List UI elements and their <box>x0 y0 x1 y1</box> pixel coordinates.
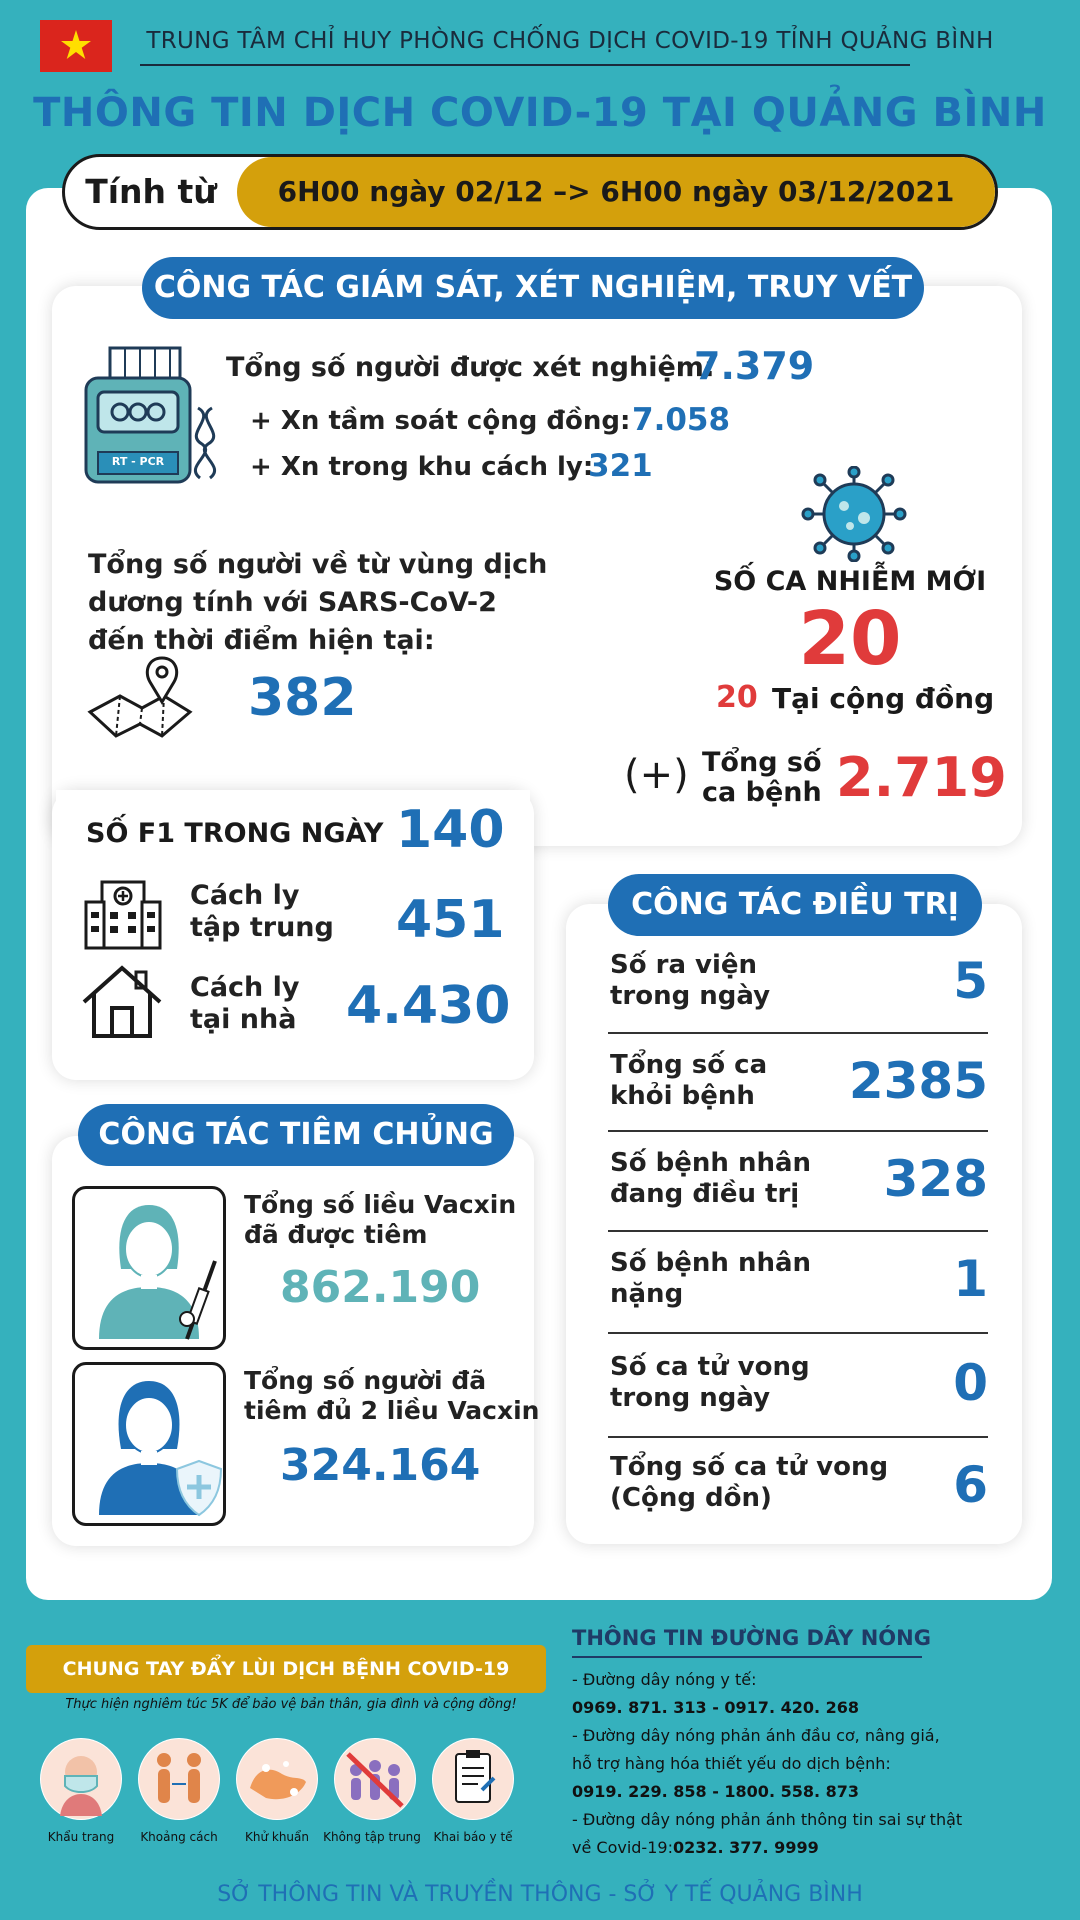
vaccinated-person-icon <box>72 1186 226 1350</box>
community-test-label: + Xn tầm soát cộng đồng: <box>250 406 631 436</box>
fully-vaccinated-value: 324.164 <box>280 1440 481 1491</box>
hotline-medical-numbers: 0969. 871. 313 - 0917. 420. 268 <box>572 1698 860 1717</box>
hotline-false-info-label: - Đường dây nóng phản ánh thông tin sai sự thật <box>572 1810 963 1829</box>
date-range-value: 6H00 ngày 02/12 –> 6H00 ngày 03/12/2021 <box>237 157 995 227</box>
organization-name: TRUNG TÂM CHỈ HUY PHÒNG CHỐNG DỊCH COVID-19 TỈNH QUẢNG BÌNH <box>146 28 994 54</box>
date-range-label: Tính từ <box>85 172 217 211</box>
hotline-false-info-number: 0232. 377. 9999 <box>672 1838 819 1857</box>
total-cases-value: 2.719 <box>836 746 1007 809</box>
new-cases-value: 20 <box>798 596 902 682</box>
central-quarantine-value: 451 <box>396 890 505 950</box>
map-pin-icon <box>86 654 194 740</box>
hotline-price-numbers: 0919. 229. 858 - 1800. 558. 873 <box>572 1782 860 1801</box>
central-quarantine-label: Cách ly tập trung <box>190 880 334 943</box>
list-item: Tổng số ca tử vong (Cộng dồn) <box>610 1452 889 1513</box>
home-quarantine-value: 4.430 <box>346 976 511 1036</box>
header-divider <box>140 64 910 66</box>
list-item: Số bệnh nhân nặng <box>610 1248 812 1309</box>
surveillance-heading: CÔNG TÁC GIÁM SÁT, XÉT NGHIỆM, TRUY VẾT <box>142 257 924 319</box>
row-divider <box>608 1230 988 1232</box>
row-divider <box>608 1032 988 1034</box>
total-cases-label: Tổng số ca bệnh <box>702 747 822 808</box>
icon-caption: Không tập trung <box>323 1830 421 1844</box>
icon-caption: Khoảng cách <box>140 1830 218 1844</box>
hotline-medical-label: - Đường dây nóng y tế: <box>572 1670 757 1689</box>
fully-vaccinated-person-icon <box>72 1362 226 1526</box>
treatment-value: 2385 <box>848 1052 988 1110</box>
quarantine-test-label: + Xn trong khu cách ly: <box>250 452 594 482</box>
vaccination-heading: CÔNG TÁC TIÊM CHỦNG <box>78 1104 514 1166</box>
returnees-value: 382 <box>248 668 357 728</box>
distance-icon <box>138 1738 220 1820</box>
pcr-label: RT - PCR <box>111 455 165 468</box>
plus-icon: (+) <box>624 752 689 798</box>
f1-value: 140 <box>396 800 505 860</box>
home-quarantine-label: Cách ly tại nhà <box>190 972 300 1035</box>
virus-icon <box>800 466 908 562</box>
treatment-value: 5 <box>953 952 988 1010</box>
vietnam-flag-icon <box>40 20 112 72</box>
mask-icon <box>40 1738 122 1820</box>
returnees-label: Tổng số người về từ vùng dịch dương tính với SARS-CoV-2 đến thời điểm hiện tại: <box>88 549 548 656</box>
row-divider <box>608 1332 988 1334</box>
row-divider <box>608 1130 988 1132</box>
hotline-price-label: - Đường dây nóng phản ánh đầu cơ, nâng giá, <box>572 1726 940 1745</box>
treatment-value: 328 <box>883 1150 988 1208</box>
disinfect-icon <box>236 1738 318 1820</box>
page-title: THÔNG TIN DỊCH COVID-19 TẠI QUẢNG BÌNH <box>33 90 1047 136</box>
no-gathering-icon <box>334 1738 416 1820</box>
community-test-value: 7.058 <box>632 402 731 438</box>
row-divider <box>608 1436 988 1438</box>
icon-caption: Khẩu trang <box>47 1830 115 1844</box>
treatment-value: 0 <box>953 1354 988 1412</box>
quarantine-test-value: 321 <box>588 448 653 484</box>
community-cases-label: Tại cộng đồng <box>772 682 995 715</box>
icon-caption: Khai báo y tế <box>433 1830 513 1844</box>
treatment-value: 1 <box>953 1250 988 1308</box>
new-cases-label: SỐ CA NHIỄM MỚI <box>713 566 987 597</box>
quarantine-center-icon <box>84 878 162 950</box>
home-icon <box>80 962 164 1040</box>
vaccine-doses-value: 862.190 <box>280 1262 481 1313</box>
hotline-false-info-line: về Covid-19:0232. 377. 9999 <box>572 1838 819 1857</box>
treatment-value: 6 <box>953 1456 988 1514</box>
list-item: Tổng số ca khỏi bệnh <box>610 1050 768 1111</box>
vaccine-doses-label: Tổng số liều Vacxin đã được tiêm <box>244 1190 517 1249</box>
health-declaration-icon <box>432 1738 514 1820</box>
icon-caption: Khử khuẩn <box>244 1830 309 1844</box>
fully-vaccinated-label: Tổng số người đã tiêm đủ 2 liều Vacxin <box>244 1366 540 1425</box>
tested-value: 7.379 <box>694 344 815 388</box>
campaign-banner: CHUNG TAY ĐẨY LÙI DỊCH BỆNH COVID-19 <box>26 1645 546 1693</box>
campaign-slogan: Thực hiện nghiêm túc 5K để bảo vệ bản thân, gia đình và cộng đồng! <box>65 1697 517 1712</box>
footer-credit: SỞ THÔNG TIN VÀ TRUYỀN THÔNG - SỞ Y TẾ QUẢNG BÌNH <box>217 1882 863 1907</box>
hotline-price-label-2: hỗ trợ hàng hóa thiết yếu do dịch bệnh: <box>572 1754 891 1773</box>
community-cases-value: 20 <box>716 680 758 715</box>
hotline-divider <box>572 1656 922 1658</box>
f1-label: SỐ F1 TRONG NGÀY <box>86 818 384 849</box>
list-item: Số bệnh nhân đang điều trị <box>610 1148 812 1209</box>
tested-label: Tổng số người được xét nghiệm: <box>226 352 715 383</box>
hotline-title: THÔNG TIN ĐƯỜNG DÂY NÓNG <box>572 1626 931 1650</box>
treatment-heading: CÔNG TÁC ĐIỀU TRỊ <box>608 874 982 936</box>
list-item: Số ca tử vong trong ngày <box>610 1352 810 1413</box>
list-item: Số ra viện trong ngày <box>610 950 771 1011</box>
date-range-box <box>62 154 998 230</box>
